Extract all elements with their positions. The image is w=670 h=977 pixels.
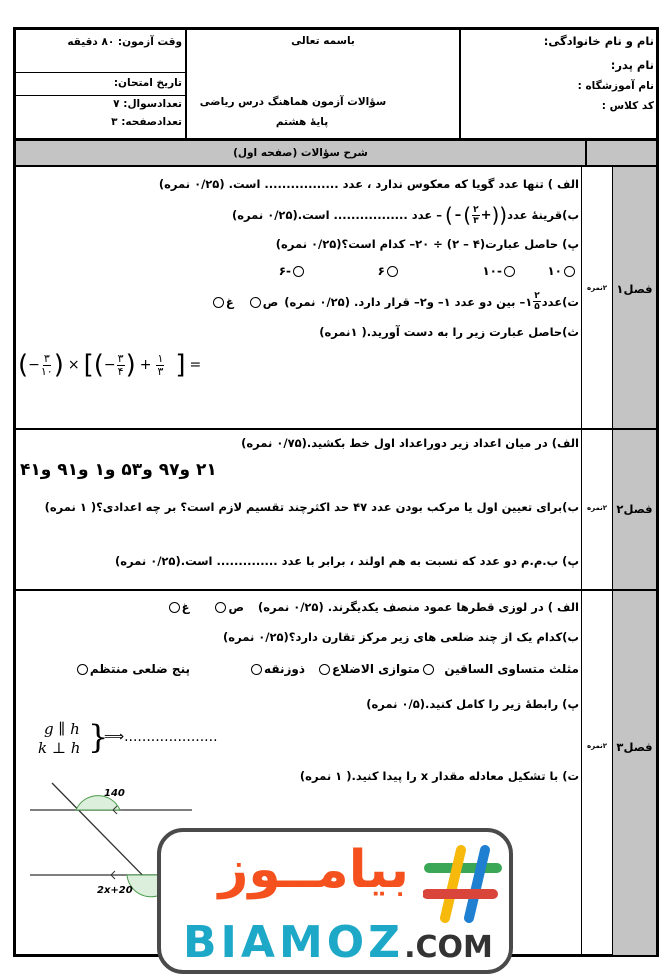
watermark-persian-text: بیامــوز [218,840,409,900]
section-3-label: فصل۳ [616,740,653,754]
s3-relation [38,720,80,758]
radio-icon [169,602,180,613]
s3-question-be: ب)کدام یک از چند ضلعی های زیر مرکز تقارن دارد؟(۰/۲۵ نمره) [223,630,579,644]
s1-pe-option-3[interactable]: ۶ [378,264,400,278]
radio-icon [423,664,434,675]
s3-be-option-1[interactable]: مثلث متساوی الساقین [421,662,579,676]
exam-time: وقت آزمون: ۸۰ دقیقه [67,36,182,48]
angle-bottom-label: 2x+20 [97,885,133,896]
s3-alef-true-option[interactable]: ص [213,600,243,614]
s2-question-pe: پ) ب.م.م دو عدد که نسبت به هم اولند ، برابر با عدد .............. است.(۰/۲۵ نمره) [114,554,579,568]
s1-te-suffix: ۱– بین دو عدد ۱– و۲– قرار دارد. (۰/۲۵ نمره) [284,294,533,309]
section-2-score: ۲نمره [586,504,608,512]
student-name-label: نام و نام خانوادگی: [543,34,654,48]
section-1-label: فصل۱ [616,282,653,296]
hashtag-logo-icon [423,844,503,924]
school-name-label: نام آموزشگاه : [577,80,654,92]
s2-question-be: ب)برای تعیین اول یا مرکب بودن عدد ۴۷ حد اکثرچند تقسیم لازم است؟ بر چه اعدادی؟( ۱ نمره) [44,500,579,514]
s2-numbers: ۲۱ و۹۷ و۵۳ و۱ و۹۱ و۴۱ [20,460,217,480]
radio-icon [387,266,398,277]
section-3-score: ۲نمره [586,742,608,750]
section-2-label: فصل۲ [616,502,653,516]
angle-top-label: 140 [104,788,125,799]
question-count: تعدادسوال: ۷ [113,98,182,110]
s1-be-fraction: $\frac{۲}{۳}$ [473,204,479,226]
radio-icon [250,297,261,308]
s3-question-alef: الف ) در لوزی قطرها عمود منصف یکدیگرند. (۰/۲۵ نمره) ص غ [167,600,579,614]
radio-icon [564,266,575,277]
biamoz-watermark [157,828,513,974]
radio-icon [251,664,262,675]
s1-question-be: ب)قرینهٔ عدد ( ( + $\frac{۲}{۳}$ ) – ) – عدد ................. است.(۰/۲۵ نمره) [231,203,579,227]
s1-te-true-option[interactable]: ص [248,295,278,309]
s1-be-prefix: ب)قرینهٔ عدد [507,208,579,222]
questions-header: شرح سؤالات (صفحه اول) [233,147,368,159]
radio-icon [77,664,88,675]
watermark-latin-text: BIAMOZ.COM [183,917,493,968]
s1-pe-option-1[interactable]: ۱۰ [547,264,577,278]
s3-question-pe: پ) رابطهٔ زیر را کامل کنید.(۰/۵ نمره) [366,697,579,711]
s1-te-prefix: ت)عدد [541,294,579,309]
exam-title: سؤالات آزمون هماهنگ درس ریاضی [199,96,387,108]
radio-icon [293,266,304,277]
radio-icon [215,602,226,613]
s3-alef-false-option[interactable]: غ [167,600,190,614]
relation-arrow: ⟹..................... [104,729,218,745]
brace-icon: } [88,718,109,756]
section-1-score: ۲نمره [586,284,608,292]
s3-question-te: ت) با تشکیل معادله مقدار x را پیدا کنید.( ۱ نمره) [299,769,579,783]
relation-line-1: g ∥ h [44,720,80,738]
s1-question-alef: الف ) تنها عدد گویا که معکوس ندارد ، عدد ................. است. (۰/۲۵ نمره) [158,177,579,191]
s1-question-pe: پ) حاصل عبارت(۴ – ۲) ÷ ۲۰– کدام است؟(۰/۲۵ نمره) [275,237,579,251]
s3-be-option-4[interactable]: پنج ضلعی منتظم [75,662,190,676]
bismillah: باسمه تعالی [291,35,355,47]
s3-be-option-3[interactable]: ذوزنقه [249,662,305,676]
s1-te-false-option[interactable]: غ [211,295,234,309]
radio-icon [504,266,515,277]
father-name-label: نام پدر: [610,58,654,72]
s1-expression: ( − $\frac{۳}{۱۰}$ ) × [ ( − $\frac{۳}{۴}$ ) + $\frac{۱}{۳}$ ] = [18,350,202,380]
s3-be-option-2[interactable]: متوازی الاضلاع [317,662,420,676]
grade-label: پایهٔ هشتم [275,116,329,128]
exam-date-label: تاریخ امتحان: [113,77,182,89]
s2-question-alef: الف) در میان اعداد زیر دوراعداد اول خط بکشید.(۰/۷۵ نمره) [241,436,579,450]
relation-line-2: k ⊥ h [38,739,81,757]
page-count: تعدادصفحه: ۳ [111,116,182,128]
s1-question-te [211,291,579,312]
s1-pe-option-2[interactable]: -۱۰ [482,264,517,278]
s1-be-suffix: – عدد ................. است.(۰/۲۵ نمره) [231,208,442,222]
class-code-label: کد کلاس : [601,100,654,112]
s1-question-se: ث)حاصل عبارت زیر را به دست آورید.( ۱نمره) [319,325,579,339]
s1-pe-option-4[interactable]: -۶ [279,264,306,278]
radio-icon [319,664,330,675]
s1-te-fraction: $\frac{۲}{۵}$ [534,291,540,312]
radio-icon [213,297,224,308]
